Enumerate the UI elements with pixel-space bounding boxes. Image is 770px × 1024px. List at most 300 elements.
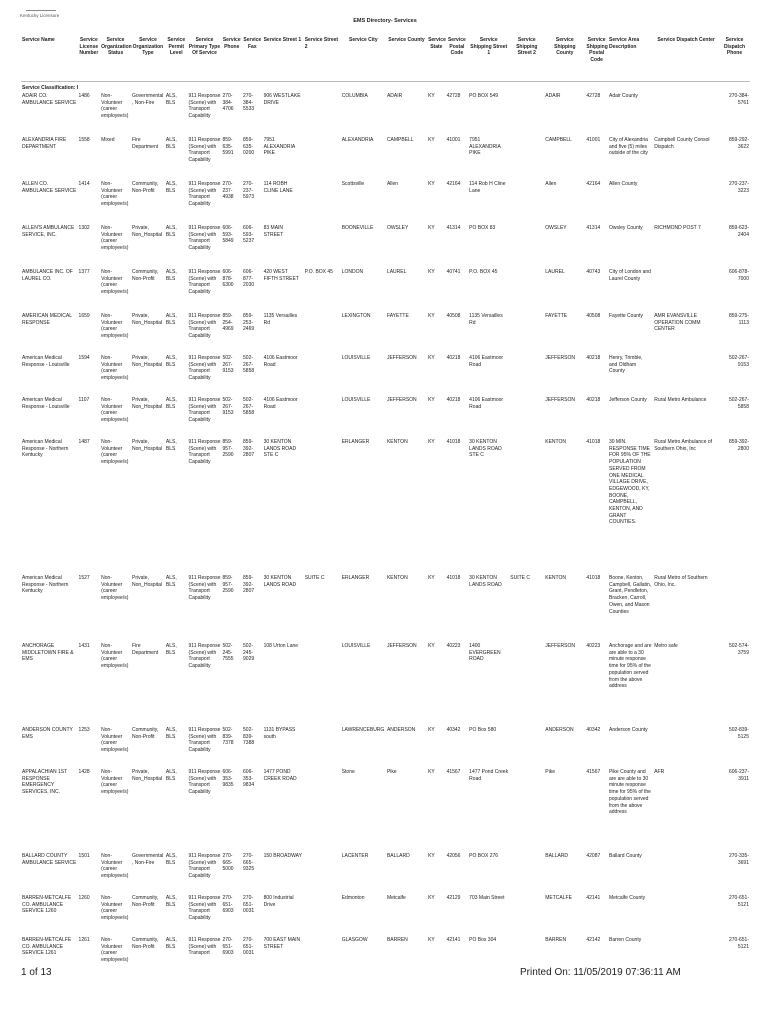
table-cell: KY	[428, 269, 435, 275]
table-cell: 270-651-6903	[222, 895, 234, 915]
table-cell: 859-253-2469	[243, 313, 255, 333]
table-cell: 40743	[586, 269, 601, 275]
table-cell: Pike County and are are able to 30 minute response time for 95% of the population served from the above address	[608, 769, 651, 816]
table-cell: 420 WEST FIFTH STREET	[263, 269, 299, 282]
table-cell: BARREN-METCALFE CO. AMBULANCE SERVICE 1260	[22, 895, 72, 915]
table-cell: ALS, BLS	[165, 769, 177, 782]
table-cell: Edmonton	[341, 895, 365, 901]
table-cell: 911 Response (Scene) with Transport	[188, 937, 221, 957]
table-cell: 41018	[446, 575, 461, 581]
table-cell: KY	[428, 769, 435, 775]
table-cell: 859-275-1113	[728, 313, 749, 326]
table-cell: 41567	[586, 769, 601, 775]
table-cell: Community, Non-Profit	[132, 181, 159, 194]
table-cell: LACENTER	[341, 853, 369, 859]
table-cell: 40218	[446, 355, 461, 361]
table-row	[21, 575, 750, 643]
table-cell: 41567	[446, 769, 461, 775]
printed-on: Printed On: 11/05/2019 07:36:11 AM	[520, 967, 681, 978]
table-row	[21, 181, 750, 225]
table-cell: 42728	[586, 93, 601, 99]
table-cell	[509, 355, 544, 397]
table-cell: 911 Response (Scene) with Transport Capability	[188, 643, 221, 670]
table-cell: 41018	[586, 439, 601, 445]
table-cell: 270-335-3691	[728, 853, 749, 866]
table-cell: 800 Industrial Drive	[263, 895, 294, 908]
column-header: Service Permit Level	[165, 37, 188, 82]
table-cell: JEFFERSON	[545, 397, 575, 403]
table-cell: LEXINGTON	[341, 313, 371, 319]
table-cell: PO BOX 83	[469, 225, 496, 231]
table-cell: ALEXANDRIA	[341, 137, 374, 143]
column-header: Service Shipping Street 2	[509, 37, 544, 82]
table-cell: 502-267-5858	[243, 397, 255, 417]
table-cell: 1486	[78, 93, 90, 99]
table-cell: 911 Response (Scene) with Transport Capability	[188, 313, 221, 340]
table-cell: JEFFERSON	[386, 355, 417, 361]
table-cell: Metcalfe	[386, 895, 406, 901]
table-cell: 42087	[586, 853, 601, 859]
table-cell: Private, Non_Hospital	[132, 225, 163, 238]
table-cell: American Medical Response - Northern Kentucky	[22, 575, 69, 595]
table-cell: ALS, BLS	[165, 575, 177, 588]
table-cell: Non-Volunteer (career employee/s)	[101, 225, 129, 252]
table-cell: 270-651-0031	[243, 937, 255, 957]
table-cell: ALLEN CO. AMBULANCE SERVICE	[22, 181, 77, 194]
table-cell: ERLANGER	[341, 575, 370, 581]
table-cell: 911 Response (Scene) with Transport Capability	[188, 575, 221, 602]
table-cell: 7951 ALEXANDRIA PIKE	[469, 137, 501, 157]
table-cell: Private, Non_Hospital	[132, 355, 163, 368]
table-cell: AMERICAN MEDICAL RESPONSE	[22, 313, 72, 326]
table-cell: American Medical Response - Northern Kentucky	[22, 439, 69, 459]
table-cell: 42056	[446, 853, 461, 859]
table-cell: KY	[428, 397, 435, 403]
table-cell: 502-267-5858	[243, 355, 255, 375]
table-cell: PO BOX 276	[469, 853, 499, 859]
table-cell: 703 Main Street	[469, 895, 505, 901]
services-table	[21, 37, 750, 979]
table-cell: LAUREL	[386, 269, 407, 275]
table-cell: JEFFERSON	[545, 643, 575, 649]
table-row	[21, 853, 750, 895]
table-cell: 911 Response (Scene) with Transport Capability	[188, 853, 221, 880]
table-cell: 859-254-4969	[222, 313, 234, 333]
table-cell: 42129	[446, 895, 461, 901]
table-cell: PO Box 580	[469, 727, 497, 733]
table-cell: Governmental, Non-Fire	[132, 93, 164, 106]
column-header: Service Area Description	[608, 37, 653, 82]
table-cell: AFR	[654, 769, 665, 775]
table-cell: 40218	[586, 397, 601, 403]
table-cell: 41018	[446, 439, 461, 445]
table-cell: RICHMOND POST 7	[654, 225, 701, 231]
table-cell: Henry, Trimble, and Oldham County	[608, 355, 643, 375]
table-cell	[304, 93, 341, 137]
table-cell: 270-384-4706	[222, 93, 234, 113]
table-cell: 606-237-3911	[728, 769, 749, 782]
table-cell: Fire Department	[132, 643, 159, 656]
table-cell: Anderson County	[608, 727, 648, 733]
table-cell: Private, Non_Hospital	[132, 769, 163, 782]
table-body	[21, 82, 750, 980]
table-cell	[509, 439, 544, 575]
table-cell	[653, 853, 719, 895]
column-header: Service Street 1	[263, 37, 304, 82]
table-cell: ALS, BLS	[165, 269, 177, 282]
table-cell: 1260	[78, 895, 90, 901]
table-cell: FAYETTE	[545, 313, 568, 319]
table-cell: 1261	[78, 937, 90, 943]
table-cell: 41314	[446, 225, 461, 231]
table-cell	[304, 439, 341, 575]
table-cell: 270-665-5000	[222, 853, 234, 873]
table-cell: Anchorage and are are able to a 30 minute response time for 95% of the population served from the above address	[608, 643, 652, 690]
table-cell: 502-245-9029	[243, 643, 255, 663]
table-cell: GLASGOW	[341, 937, 368, 943]
table-cell: 606-878-6300	[222, 269, 234, 289]
table-cell: Rural Metro Ambulance	[654, 397, 707, 403]
table-cell: 1253	[78, 727, 90, 733]
table-cell: 502-574-3759	[728, 643, 749, 656]
table-cell	[509, 181, 544, 225]
table-cell: Non-Volunteer (career employee/s)	[101, 643, 129, 670]
table-cell: LOUISVILLE	[341, 355, 371, 361]
table-cell: 270-651-5121	[728, 937, 749, 950]
table-cell: Ballard County	[608, 853, 642, 859]
table-cell	[509, 853, 544, 895]
table-cell: ALS, BLS	[165, 93, 177, 106]
column-header: Service Shipping Street 1	[468, 37, 509, 82]
table-cell: 606-593-5849	[222, 225, 234, 245]
table-cell: Rural Metro Ambulance of Southern Ohio, Inc	[654, 439, 713, 452]
table-cell: 502-839-7388	[243, 727, 255, 747]
table-cell: Campbell County Consol Dispatch	[654, 137, 710, 150]
column-header: Service License Number	[78, 37, 101, 82]
table-cell: Non-Volunteer (career employee/s)	[101, 355, 129, 382]
table-row	[21, 895, 750, 937]
table-cell: ALEXANDRIA FIRE DEPARTMENT	[22, 137, 67, 150]
table-cell: JEFFERSON	[386, 643, 417, 649]
table-row	[21, 769, 750, 853]
table-cell	[509, 137, 544, 181]
table-cell: ALLEN'S AMBULANCE SERVICE, INC.	[22, 225, 75, 238]
table-cell: 1501	[78, 853, 90, 859]
table-cell: 502-267-9153	[222, 355, 234, 375]
table-cell: 42141	[586, 895, 601, 901]
table-cell: KY	[428, 313, 435, 319]
table-cell	[509, 93, 544, 137]
table-cell: FAYETTE	[386, 313, 409, 319]
table-cell	[304, 313, 341, 355]
table-cell: 859-635-5991	[222, 137, 234, 157]
table-cell: 40218	[586, 355, 601, 361]
table-cell: 1131 BYPASS south	[263, 727, 296, 740]
table-cell	[509, 769, 544, 853]
table-cell: 270-237-3223	[728, 181, 749, 194]
table-cell: 502-267-5858	[728, 397, 749, 410]
table-cell: 1414	[78, 181, 90, 187]
table-cell: Private, Non_Hospital	[132, 439, 163, 452]
table-cell: KY	[428, 439, 435, 445]
table-cell: 1428	[78, 769, 90, 775]
table-cell: P.O. BOX 45	[304, 269, 333, 275]
table-cell: 40223	[446, 643, 461, 649]
table-cell: 911 Response (Scene) with Transport Capability	[188, 355, 221, 382]
table-cell: City of Alexandria and five (5) miles outside of the city	[608, 137, 648, 157]
table-cell: Stone	[341, 769, 355, 775]
table-cell: 700 EAST MAIN STREET	[263, 937, 301, 950]
table-cell: Private, Non_Hospital	[132, 313, 163, 326]
table-cell: 1594	[78, 355, 90, 361]
table-cell: City of London and Laurel County	[608, 269, 651, 282]
table-cell	[653, 727, 719, 769]
table-cell: 40218	[446, 397, 461, 403]
column-header: Service State	[427, 37, 446, 82]
table-cell	[509, 313, 544, 355]
table-cell: ADAIR	[386, 93, 403, 99]
table-cell: 270-237-5973	[243, 181, 255, 201]
table-cell: KENTON	[545, 575, 566, 581]
table-cell: 270-237-4938	[222, 181, 234, 201]
document-title: EMS Directory- Services	[353, 18, 417, 24]
table-cell: Metro safe	[654, 643, 678, 649]
table-cell: 1558	[78, 137, 90, 143]
table-cell: 1377	[78, 269, 90, 275]
table-cell	[304, 181, 341, 225]
column-header: Service Name	[21, 37, 78, 82]
table-cell: 30 KENTON LANDS ROAD	[263, 575, 297, 588]
table-cell: 502-267-9153	[728, 355, 749, 368]
table-cell	[653, 355, 719, 397]
table-row	[21, 355, 750, 397]
table-cell: Private, Non_Hospital	[132, 575, 163, 588]
table-row	[21, 137, 750, 181]
table-cell: Community, Non-Profit	[132, 937, 159, 950]
table-cell: 30 KENTON LANDS ROAD	[469, 575, 502, 588]
table-cell: LAWRENCEBURG	[341, 727, 385, 733]
table-cell: BOONEVILLE	[341, 225, 374, 231]
table-cell: KY	[428, 137, 435, 143]
table-cell: ALS, BLS	[165, 727, 177, 740]
table-cell: KY	[428, 727, 435, 733]
table-cell: 1302	[78, 225, 90, 231]
table-cell: Rural Metro of Southern Ohio, Inc.	[654, 575, 708, 588]
table-cell: BARREN	[386, 937, 408, 943]
table-cell: Community, Non-Profit	[132, 895, 159, 908]
table-cell: 859-623-2404	[728, 225, 749, 238]
table-cell: KY	[428, 895, 435, 901]
table-cell	[509, 269, 544, 313]
table-cell: Non-Volunteer (career employee/s)	[101, 93, 129, 120]
table-cell	[509, 727, 544, 769]
table-cell: Scottsville	[341, 181, 365, 187]
table-cell: BALLARD	[545, 853, 569, 859]
table-cell: 502-267-9153	[222, 397, 234, 417]
table-cell: 40741	[446, 269, 461, 275]
table-cell: 1400 EVERGREEN ROAD	[469, 643, 501, 663]
table-cell: 30 KENTON LANDS ROAD STE C	[263, 439, 297, 459]
table-cell: Barren County	[608, 937, 642, 943]
table-cell: 1135 Versailles Rd	[469, 313, 503, 326]
table-cell: 4106 Eastmoor Road	[469, 355, 504, 368]
table-cell: ALS, BLS	[165, 853, 177, 866]
page-number: 1 of 13	[21, 967, 52, 978]
table-cell: 42164	[586, 181, 601, 187]
table-cell: 859-292-3622	[728, 137, 749, 150]
column-header: Service County	[386, 37, 427, 82]
table-cell: KENTON	[386, 575, 408, 581]
table-cell	[509, 895, 544, 937]
table-cell: OWSLEY	[386, 225, 409, 231]
table-cell: ANDERSON	[386, 727, 416, 733]
table-cell: 270-665-9325	[243, 853, 255, 873]
table-cell	[304, 137, 341, 181]
table-cell: COLUMBIA	[341, 93, 368, 99]
table-cell: ALS, BLS	[165, 181, 177, 194]
table-cell: ALS, BLS	[165, 313, 177, 326]
table-cell: ALS, BLS	[165, 937, 177, 950]
table-cell: Non-Volunteer (career employee/s)	[101, 397, 129, 424]
table-cell: 911 Response (Scene) with Transport Capability	[188, 439, 221, 466]
table-cell: 859-392-2807	[243, 439, 255, 459]
table-cell: Non-Volunteer (career employee/s)	[101, 853, 129, 880]
table-cell: 41001	[586, 137, 601, 143]
column-header: Service Fax	[242, 37, 263, 82]
table-cell: 859-635-0200	[243, 137, 255, 157]
table-cell	[719, 575, 750, 643]
table-cell: Metcalfe County	[608, 895, 646, 901]
table-cell	[304, 769, 341, 853]
table-cell: ALS, BLS	[165, 137, 177, 150]
column-header: Service Primary Type Of Service	[188, 37, 222, 82]
table-cell: 40342	[446, 727, 461, 733]
table-cell: KY	[428, 225, 435, 231]
table-cell	[304, 727, 341, 769]
table-cell	[653, 895, 719, 937]
table-cell: LAUREL	[545, 269, 565, 275]
table-cell: KY	[428, 355, 435, 361]
logo-text: Kentucky Licensure	[20, 13, 60, 18]
table-cell: 83 MAIN STREET	[263, 225, 284, 238]
table-cell: 859-957-2590	[222, 575, 234, 595]
table-cell: Non-Volunteer (career employee/s)	[101, 895, 129, 922]
classification-label: Service Classification: I	[22, 85, 79, 91]
table-cell	[304, 895, 341, 937]
table-cell: ANDERSON COUNTY EMS	[22, 727, 73, 740]
table-cell: 40508	[446, 313, 461, 319]
table-cell: 859-957-2590	[222, 439, 234, 459]
table-cell	[304, 853, 341, 895]
table-cell: BARREN	[545, 937, 567, 943]
table-cell	[304, 355, 341, 397]
table-cell: 606-593-5237	[243, 225, 255, 245]
table-cell: AMR EVANSVILLE OPERATION COMM CENTER	[654, 313, 701, 333]
table-cell: Mixed	[101, 137, 115, 143]
table-cell: 911 Response (Scene) with Transport Capability	[188, 269, 221, 296]
table-cell: LOUISVILLE	[341, 643, 371, 649]
table-cell: ANCHORAGE MIDDLETOWN FIRE & EMS	[22, 643, 74, 663]
table-cell: 270-651-0031	[243, 895, 255, 915]
table-cell: 108 Urton Lane	[263, 643, 299, 649]
column-header: Service City	[341, 37, 386, 82]
table-cell: Community, Non-Profit	[132, 269, 159, 282]
table-cell: 4106 Eastmoor Road	[263, 355, 298, 368]
table-cell: 1107	[78, 397, 90, 403]
table-cell: Private, Non_Hospital	[132, 397, 163, 410]
table-cell: 1659	[78, 313, 90, 319]
table-cell: P.O. BOX 45	[469, 269, 498, 275]
table-cell: 270-651-6903	[222, 937, 234, 957]
table-cell: Allen County	[608, 181, 638, 187]
table-cell: 606-878-7000	[728, 269, 749, 282]
table-cell: 42141	[446, 937, 461, 943]
table-cell: 911 Response (Scene) with Transport Capability	[188, 225, 221, 252]
table-cell: 4106 Eastmoor Road	[469, 397, 504, 410]
table-cell: 4106 Eastmoor Road	[263, 397, 298, 410]
table-cell: 606-353-9834	[243, 769, 255, 789]
table-cell: 40508	[586, 313, 601, 319]
table-cell: 114 ROBH CLINE LANE	[263, 181, 293, 194]
table-cell: JEFFERSON	[386, 397, 417, 403]
table-cell: KY	[428, 937, 435, 943]
table-cell: Non-Volunteer (career employee/s)	[101, 769, 129, 796]
classification-row	[21, 82, 750, 94]
table-cell: JEFFERSON	[545, 355, 575, 361]
table-cell: Pike	[545, 769, 555, 775]
table-cell: APPALACHIAN 1ST RESPONSE EMERGENCY SERVICES, INC.	[22, 769, 68, 796]
table-cell	[304, 643, 341, 727]
table-row	[21, 313, 750, 355]
table-cell: 1527	[78, 575, 90, 581]
table-cell: 606-877-2030	[243, 269, 255, 289]
table-cell: KY	[428, 93, 435, 99]
table-cell: 41001	[446, 137, 461, 143]
table-cell: 911 Response (Scene) with Transport Capability	[188, 895, 221, 922]
table-cell: ANDERSON	[545, 727, 574, 733]
column-header: Service Organization Status	[100, 37, 131, 82]
table-cell: Allen	[545, 181, 557, 187]
table-cell	[653, 93, 719, 137]
table-cell: ALS, BLS	[165, 895, 177, 908]
table-cell: PO BOX 549	[469, 93, 499, 99]
table-cell: METCALFE	[545, 895, 572, 901]
table-cell: 30 KENTON LANDS ROAD STE C	[469, 439, 502, 459]
table-cell: ALS, BLS	[165, 225, 177, 238]
table-cell: BARREN-METCALFE CO. AMBULANCE SERVICE 1261	[22, 937, 72, 957]
table-cell: LONDON	[341, 269, 364, 275]
table-cell	[653, 269, 719, 313]
column-header: Service Postal Code	[446, 37, 469, 82]
table-row	[21, 439, 750, 575]
table-cell: Non-Volunteer (career employee/s)	[101, 313, 129, 340]
table-row	[21, 93, 750, 137]
table-cell: ADAIR CO. AMBULANCE SERVICE	[22, 93, 77, 106]
table-cell: 502-839-7378	[222, 727, 234, 747]
table-cell: Governmental, Non-Fire	[132, 853, 164, 866]
table-cell: 1431	[78, 643, 90, 649]
table-cell: 502-245-7555	[222, 643, 234, 663]
table-cell: ALS, BLS	[165, 439, 177, 452]
table-cell: 906 WESTLAKE DRIVE	[263, 93, 301, 106]
table-cell: Fire Department	[132, 137, 159, 150]
table-cell: PO Box 304	[469, 937, 497, 943]
table-cell: KY	[428, 643, 435, 649]
table-cell: Allen	[386, 181, 399, 187]
table-cell: KY	[428, 853, 435, 859]
table-cell: American Medical Response - Louisville	[22, 397, 70, 410]
table-cell: 1477 Pond Creek Road	[469, 769, 509, 782]
